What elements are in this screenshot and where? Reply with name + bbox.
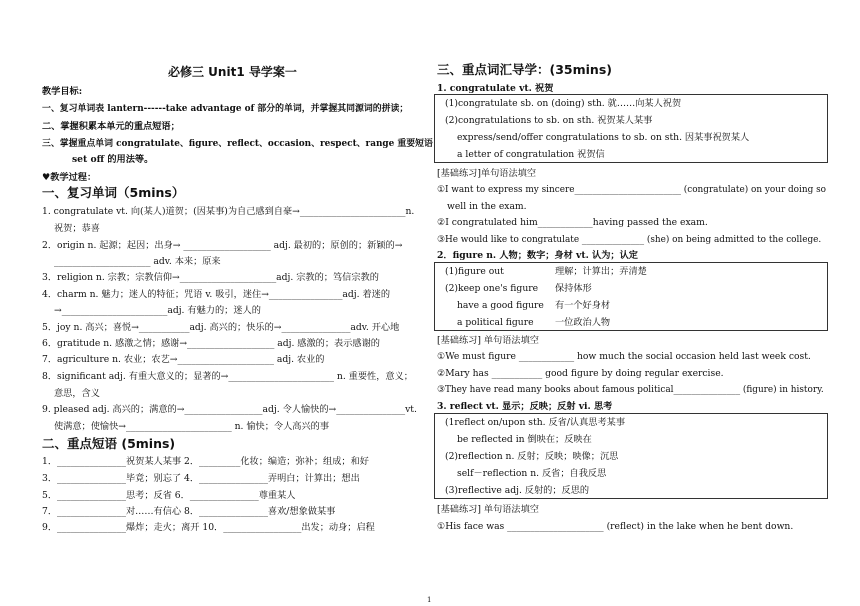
usage-phrase: (2)keep one's figure — [445, 283, 539, 294]
vocab-line: 8．significant adj. 有重大意义的；显著的→_______________________ n. 重要性，意义； — [42, 371, 413, 382]
exercise-label: [基础练习] 单句语法填空 — [437, 335, 539, 346]
exercise-line: ①I want to express my sincere________________________ (congratulate) on your doing so — [437, 185, 826, 195]
word-3-heading: 3. reflect vt. 显示；反映；反射 vi. 思考 — [437, 401, 613, 412]
vocab-line: 9. pleased adj. 高兴的；满意的→_________________adj. 令人愉快的→_______________vt. — [42, 404, 417, 415]
exercise-line: well in the exam. — [447, 201, 527, 212]
goal-3-cont: set off 的用法等。 — [72, 154, 154, 165]
exercise-line: ②I congratulated him____________having passed the exam. — [437, 217, 708, 228]
vocab-line: 意思，含义 — [54, 388, 100, 399]
phrase-line: 5．_______________思考；反省 6．_______________尊重某人 — [42, 490, 296, 501]
usage-phrase: (1)figure out — [445, 266, 504, 277]
usage-line: (1)congratulate sb. on (doing) sth. 就……向某人祝贺 — [445, 98, 682, 109]
page-number: 1 — [427, 596, 432, 604]
phrase-line: 3．_______________毕竟；别忘了 4．_______________弄明白；计算出；想出 — [42, 473, 360, 484]
exercise-line: ①His face was _____________________ (reflect) in the lake when he bent down. — [437, 521, 794, 532]
vocab-line: 使满意；使愉快→_______________________ n. 愉快；令人高兴的事 — [54, 421, 330, 432]
phrase-line: 9．_______________爆炸；走火；离开 10．_________________出发；动身；启程 — [42, 522, 375, 533]
usage-meaning: 一位政治人物 — [555, 317, 611, 328]
vocab-line: 3．religion n. 宗教；宗教信仰→_____________________adj. 宗教的；笃信宗教的 — [42, 272, 379, 283]
page-title: 必修三 Unit1 导学案一 — [168, 65, 297, 79]
section-2-title: 二、重点短语 (5mins) — [42, 436, 176, 451]
usage-line: express/send/offer congratulations to sb. on sth. 因某事祝贺某人 — [457, 132, 750, 143]
vocab-line: 祝贺；恭喜 — [54, 223, 100, 234]
exercise-line: ③He would like to congratulate ______________ (she) on being admitted to the college. — [437, 235, 822, 245]
usage-line: (2)reflection n. 反射；反映；映像；沉思 — [445, 451, 619, 462]
vocab-line: _____________________ adv. 本来；原来 — [54, 256, 221, 267]
exercise-line: ③They have read many books about famous political_______________ (figure) in history. — [437, 385, 824, 395]
vocab-line: 1. congratulate vt. 向(某人)道贺；(因某事)为自己感到自豪→_______________________n. — [42, 206, 415, 217]
exercise-line: ①We must figure ____________ how much the social occasion held last week cost. — [437, 351, 811, 362]
vocab-line: 2．origin n. 起源；起因；出身→ ___________________ adj. 最初的；原创的；新颖的→ — [42, 240, 403, 251]
goal-1: 一、复习单词表 lantern------take advantage of 部分的单词，并掌握其同源词的拼读； — [42, 104, 409, 114]
section-3-title: 三、重点词汇导学：(35mins) — [437, 62, 612, 77]
usage-line: (2)congratulations to sb. on sth. 祝贺某人某事 — [445, 115, 653, 126]
usage-meaning: 保持体形 — [555, 283, 592, 294]
usage-meaning: 理解；计算出；弄清楚 — [555, 266, 647, 277]
vocab-line: →_______________________adj. 有魅力的；迷人的 — [54, 305, 261, 316]
usage-line: a letter of congratulation 祝贺信 — [457, 149, 605, 160]
exercise-line: ②Mary has ___________ good figure by doing regular exercise. — [437, 368, 724, 379]
usage-line: (3)reflective adj. 反射的；反思的 — [445, 485, 590, 496]
vocab-line: 6．gratitude n. 感激之情；感谢→___________________ adj. 感激的；表示感谢的 — [42, 338, 380, 349]
usage-line: (1reflect on/upon sth. 反省/认真思考某事 — [445, 417, 626, 428]
word-2-heading: 2．figure n. 人物；数字；身材 vt. 认为；认定 — [437, 250, 638, 261]
vocab-line: 7．agriculture n. 农业；农艺→_____________________ adj. 农业的 — [42, 354, 325, 365]
exercise-label: [基础练习] 单句语法填空 — [437, 504, 539, 515]
usage-line: be reflected in 倒映在；反映在 — [457, 434, 592, 445]
vocab-line: 4．charm n. 魅力；迷人的特征；咒语 v. 吸引，迷住→________________adj. 着迷的 — [42, 289, 391, 300]
vocab-line: 5．joy n. 高兴；喜悦→___________adj. 高兴的；快乐的→_______________adv. 开心地 — [42, 322, 400, 333]
word-1-heading: 1. congratulate vt. 祝贺 — [437, 83, 554, 94]
goal-2: 二、掌握积累本单元的重点短语； — [42, 121, 180, 132]
usage-phrase: have a good figure — [457, 300, 544, 311]
usage-line: self－reflection n. 反省；自我反思 — [457, 468, 607, 479]
phrase-line: 7．_______________对……有信心 8．_______________喜欢/想象做某事 — [42, 506, 336, 517]
exercise-label: [基础练习]单句语法填空 — [437, 168, 537, 179]
usage-meaning: 有一个好身材 — [555, 300, 611, 311]
usage-phrase: a political figure — [457, 317, 534, 328]
goals-label: 教学目标: — [42, 86, 83, 97]
section-1-title: 一、复习单词（5mins） — [42, 185, 185, 200]
process-label: ♥教学过程： — [42, 172, 97, 183]
phrase-line: 1．_______________祝贺某人某事 2．_________化妆；编造；弥补；组成；和好 — [42, 456, 369, 467]
goal-3: 三、掌握重点单词 congratulate、figure、reflect、occasion、respect、range 重要短语 — [42, 139, 433, 149]
